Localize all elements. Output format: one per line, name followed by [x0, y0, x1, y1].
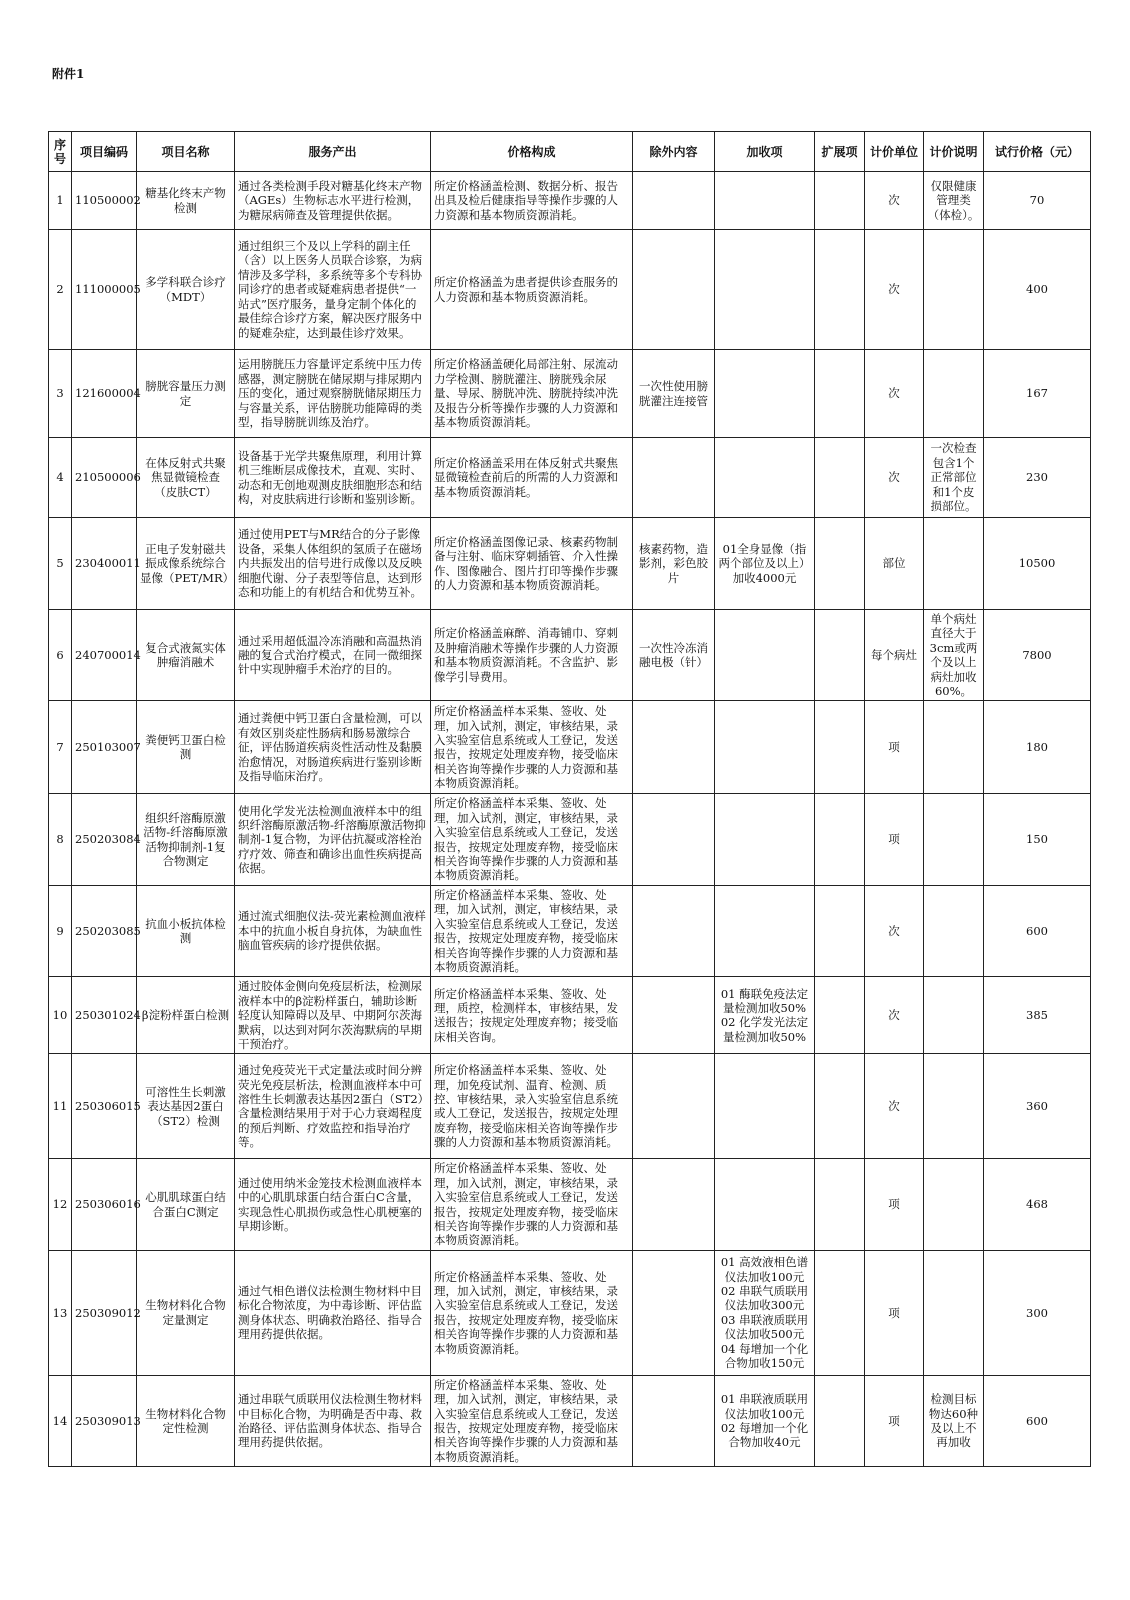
cell-surcharge	[715, 230, 815, 350]
cell-note	[924, 230, 984, 350]
surcharge-item: 01 串联液质联用仪法加收100元	[720, 1392, 809, 1421]
cell-surcharge	[715, 350, 815, 438]
cell-composition-text: 所定价格涵盖样本采集、签收、处理，加入试剂，测定，审核结果，录入实验室信息系统或人工登记，发送报告，按规定处理废弃物，接受临床相关咨询等操作步骤的人力资源和基本物质资源消耗。	[434, 1161, 618, 1248]
cell-output	[235, 885, 431, 976]
table-row	[49, 1054, 1091, 1159]
header-extension: 扩展项	[815, 132, 865, 172]
cell-unit-text: 次	[888, 386, 900, 401]
cell-seq	[49, 885, 72, 976]
cell-seq-text: 12	[52, 1197, 68, 1212]
cell-composition-text: 所定价格涵盖样本采集、签收、处理，加免疫试剂、温育、检测、质控、审核结果，录入实验室信息系统或人工登记，发送报告，按规定处理废弃物，接受临床相关咨询等操作步骤的人力资源和基本物质资源消耗。	[434, 1063, 618, 1150]
cell-unit-text: 次	[888, 1099, 900, 1114]
cell-composition	[431, 1375, 633, 1466]
cell-note	[924, 172, 984, 230]
cell-name-text: 抗血小板抗体检测	[145, 916, 226, 946]
cell-unit-text: 项	[888, 1197, 900, 1212]
cell-unit	[865, 977, 924, 1054]
cell-price	[984, 885, 1091, 976]
cell-output	[235, 230, 431, 350]
cell-unit	[865, 1159, 924, 1250]
cell-note	[924, 1375, 984, 1466]
cell-unit	[865, 1375, 924, 1466]
cell-seq	[49, 1159, 72, 1250]
cell-composition-text: 所定价格涵盖样本采集、签收、处理，加入试剂，测定，审核结果，录入实验室信息系统或人工登记，发送报告，按规定处理废弃物，接受临床相关咨询等操作步骤的人力资源和基本物质资源消耗。	[434, 887, 618, 974]
cell-output-text: 通过胶体金侧向免疫层析法，检测尿液样本中的β淀粉样蛋白，辅助诊断轻度认知障碍以及早、中期阿尔茨海默病，以达到对阿尔茨海默病的早期干预治疗。	[238, 979, 422, 1051]
cell-composition-text: 所定价格涵盖样本采集、签收、处理，加入试剂，测定，审核结果，录入实验室信息系统或人工登记，发送报告，按规定处理废弃物，接受临床相关咨询等操作步骤的人力资源和基本物质资源消耗。	[434, 796, 618, 883]
cell-seq-text: 5	[56, 556, 64, 571]
cell-code-text: 250203084	[75, 832, 141, 847]
cell-name	[137, 350, 235, 438]
cell-unit	[865, 1250, 924, 1375]
cell-code	[72, 1250, 141, 1375]
cell-exclusion	[633, 172, 715, 230]
cell-price-text: 167	[1026, 386, 1048, 401]
cell-exclusion	[633, 885, 715, 976]
cell-unit-text: 项	[888, 832, 900, 847]
cell-code-text: 110500002	[75, 193, 141, 208]
cell-seq-text: 2	[56, 282, 64, 297]
cell-output-text: 运用膀胱压力容量评定系统中压力传感器，测定膀胱在储尿期与排尿期内压的变化，通过观察膀胱储尿期压力与容量关系，评估膀胱功能障碍的类型，指导膀胱训练及治疗。	[238, 357, 422, 430]
cell-name	[137, 701, 235, 794]
cell-name	[137, 977, 235, 1054]
cell-name-text: 粪便钙卫蛋白检测	[145, 733, 226, 762]
header-price: 试行价格（元）	[984, 132, 1091, 172]
cell-output-text: 通过采用超低温冷冻消融和高温热消融的复合式治疗模式，在同一微细探针中实现肿瘤手术治疗的目的。	[238, 633, 422, 677]
cell-price-text: 300	[1026, 1305, 1048, 1320]
table-row	[49, 438, 1091, 518]
surcharge-item: 04 每增加一个化合物加收150元	[720, 1341, 809, 1370]
attachment-label: 附件1	[52, 67, 85, 81]
cell-exclusion	[633, 1250, 715, 1375]
cell-surcharge	[715, 701, 815, 794]
table-row	[49, 1375, 1091, 1466]
cell-seq	[49, 350, 72, 438]
cell-note	[924, 350, 984, 438]
cell-note	[924, 701, 984, 794]
cell-composition	[431, 1159, 633, 1250]
cell-extension	[815, 701, 865, 794]
cell-name-text: β淀粉样蛋白检测	[141, 1008, 230, 1023]
cell-price-text: 150	[1026, 832, 1048, 847]
cell-seq	[49, 1250, 72, 1375]
cell-price	[984, 1054, 1091, 1159]
cell-seq	[49, 230, 72, 350]
cell-price-text: 7800	[1022, 648, 1052, 663]
cell-output	[235, 1250, 431, 1375]
cell-extension	[815, 350, 865, 438]
cell-price	[984, 794, 1091, 885]
cell-output-text: 通过使用PET与MR结合的分子影像设备，采集人体组织的氢质子在磁场内共振发出的信号进行成像以及反映细胞代谢、分子表型等信息，达到形态和功能上的有机结合和优势互补。	[238, 527, 422, 600]
cell-seq-text: 4	[56, 470, 64, 485]
cell-extension	[815, 1375, 865, 1466]
cell-code-text: 250103007	[75, 740, 141, 755]
cell-code-text: 250309012	[75, 1305, 141, 1320]
cell-seq	[49, 610, 72, 701]
cell-name	[137, 1375, 235, 1466]
table-row	[49, 172, 1091, 230]
cell-output	[235, 518, 431, 610]
cell-output	[235, 438, 431, 518]
cell-price	[984, 1375, 1091, 1466]
cell-name-text: 正电子发射磁共振成像系统综合显像（PET/MR）	[140, 541, 235, 585]
cell-seq-text: 3	[56, 386, 64, 401]
surcharge-item: 02 化学发光法定量检测加收50%	[720, 1015, 809, 1044]
cell-seq-text: 9	[56, 923, 64, 938]
cell-exclusion	[633, 701, 715, 794]
cell-name-text: 可溶性生长刺激表达基因2蛋白（ST2）检测	[145, 1084, 226, 1128]
cell-unit-text: 项	[888, 740, 900, 755]
cell-name-text: 多学科联合诊疗（MDT）	[145, 275, 226, 304]
cell-composition	[431, 610, 633, 701]
table-body	[49, 172, 1091, 1467]
cell-code	[72, 230, 141, 350]
cell-code	[72, 438, 141, 518]
cell-extension	[815, 1054, 865, 1159]
header-name: 项目名称	[137, 132, 235, 172]
cell-unit	[865, 885, 924, 976]
cell-surcharge	[715, 610, 815, 701]
cell-seq	[49, 794, 72, 885]
cell-code-text: 230400011	[75, 556, 141, 571]
cell-name-text: 心肌肌球蛋白结合蛋白C测定	[145, 1190, 226, 1219]
table-row	[49, 518, 1091, 610]
cell-name-text: 膀胱容量压力测定	[145, 379, 226, 408]
cell-surcharge	[715, 518, 815, 610]
cell-note	[924, 977, 984, 1054]
cell-seq-text: 7	[56, 740, 64, 755]
cell-note	[924, 1250, 984, 1375]
header-seq: 序号	[49, 132, 72, 172]
cell-note	[924, 610, 984, 701]
cell-seq	[49, 518, 72, 610]
cell-name	[137, 518, 235, 610]
cell-code-text: 250203085	[75, 923, 141, 938]
cell-name-text: 复合式液氮实体肿瘤消融术	[145, 640, 226, 670]
cell-extension	[815, 438, 865, 518]
table-row	[49, 230, 1091, 350]
pricing-table	[48, 131, 1091, 1467]
cell-unit-text: 项	[888, 1305, 900, 1320]
cell-exclusion	[633, 518, 715, 610]
cell-seq-text: 6	[56, 648, 64, 663]
cell-composition-text: 所定价格涵盖硬化局部注射、尿流动力学检测、膀胱灌注、膀胱残余尿量、导尿、膀胱冲洗、膀胱持续冲洗及报告分析等操作步骤的人力资源和基本物质资源消耗。	[434, 357, 618, 430]
cell-note-text: 检测目标物达60种及以上不再加收	[928, 1392, 979, 1450]
header-code: 项目编码	[72, 132, 137, 172]
cell-price-text: 230	[1026, 470, 1048, 485]
cell-name	[137, 1159, 235, 1250]
cell-note	[924, 1159, 984, 1250]
cell-name-text: 生物材料化合物定性检测	[145, 1406, 226, 1435]
cell-name	[137, 610, 235, 701]
cell-output	[235, 610, 431, 701]
surcharge-item: 01 高效液相色谱仪法加收100元	[720, 1255, 809, 1284]
cell-price-text: 600	[1026, 1413, 1048, 1428]
cell-surcharge	[715, 1250, 815, 1375]
cell-code-text: 121600004	[75, 386, 141, 401]
cell-code	[72, 518, 141, 610]
cell-name	[137, 1250, 235, 1375]
cell-note	[924, 794, 984, 885]
cell-price-text: 600	[1026, 923, 1048, 938]
cell-note-text: 仅限健康管理类（体检）。	[927, 178, 980, 222]
cell-unit-text: 部位	[882, 556, 906, 571]
cell-price	[984, 350, 1091, 438]
cell-output-text: 通过免疫荧光干式定量法或时间分辨荧光免疫层析法，检测血液样本中可溶性生长刺激表达基因2蛋白（ST2）含量检测结果用于对于心力衰竭程度的预后判断、疗效监控和指导治疗等。	[238, 1063, 424, 1150]
cell-composition-text: 所定价格涵盖为患者提供诊查服务的人力资源和基本物质资源消耗。	[434, 275, 618, 304]
cell-code	[72, 885, 141, 976]
cell-composition-text: 所定价格涵盖采用在体反射式共聚焦显微镜检查前后的所需的人力资源和基本物质资源消耗。	[434, 455, 618, 499]
cell-note	[924, 518, 984, 610]
cell-composition	[431, 518, 633, 610]
cell-price-text: 400	[1026, 282, 1048, 297]
cell-exclusion	[633, 1054, 715, 1159]
cell-exclusion	[633, 794, 715, 885]
cell-unit	[865, 701, 924, 794]
cell-name-text: 糖基化终末产物检测	[145, 186, 226, 215]
cell-composition	[431, 885, 633, 976]
cell-composition	[431, 1054, 633, 1159]
cell-name	[137, 885, 235, 976]
cell-unit	[865, 1054, 924, 1159]
cell-price	[984, 701, 1091, 794]
cell-price-text: 10500	[1018, 556, 1056, 571]
table-row	[49, 1250, 1091, 1375]
cell-output-text: 通过气相色谱仪法检测生物材料中目标化合物浓度，为中毒诊断、评估监测身体状态、明确救治路径、指导合理用药提供依据。	[238, 1283, 422, 1342]
cell-price	[984, 518, 1091, 610]
cell-composition	[431, 701, 633, 794]
cell-unit	[865, 794, 924, 885]
cell-extension	[815, 1250, 865, 1375]
cell-name-text: 生物材料化合物定量测定	[145, 1298, 226, 1327]
cell-unit-text: 次	[888, 193, 900, 208]
cell-composition	[431, 794, 633, 885]
table-row	[49, 794, 1091, 885]
table-header-row	[49, 132, 1091, 172]
cell-price	[984, 1250, 1091, 1375]
cell-composition	[431, 1250, 633, 1375]
cell-surcharge	[715, 885, 815, 976]
table-row	[49, 1159, 1091, 1250]
cell-composition	[431, 172, 633, 230]
cell-price-text: 360	[1026, 1099, 1048, 1114]
header-surcharge: 加收项	[715, 132, 815, 172]
surcharge-item: 01 酶联免疫法定量检测加收50%	[720, 986, 809, 1015]
cell-output-text: 通过串联气质联用仪法检测生物材料中目标化合物，为明确是否中毒、救治路径、评估监测身体状态、指导合理用药提供依据。	[238, 1392, 422, 1450]
cell-extension	[815, 518, 865, 610]
cell-extension	[815, 977, 865, 1054]
cell-name	[137, 1054, 235, 1159]
cell-composition	[431, 438, 633, 518]
cell-price-text: 180	[1026, 740, 1048, 755]
cell-unit-text: 次	[888, 282, 900, 297]
cell-price	[984, 230, 1091, 350]
cell-unit	[865, 172, 924, 230]
cell-exclusion-text: 核素药物，造影剂，彩色胶片	[639, 541, 708, 585]
cell-name	[137, 794, 235, 885]
cell-unit-text: 每个病灶	[871, 648, 917, 663]
cell-exclusion	[633, 977, 715, 1054]
cell-exclusion	[633, 438, 715, 518]
cell-seq-text: 13	[52, 1305, 68, 1320]
cell-code-text: 210500006	[75, 470, 141, 485]
surcharge-item: 02 每增加一个化合物加收40元	[720, 1421, 809, 1450]
cell-code	[72, 701, 141, 794]
cell-unit-text: 次	[888, 1008, 900, 1023]
cell-unit	[865, 610, 924, 701]
cell-note	[924, 438, 984, 518]
cell-price-text: 385	[1026, 1008, 1048, 1023]
cell-unit-text: 次	[888, 923, 900, 938]
cell-surcharge	[715, 1375, 815, 1466]
cell-composition-text: 所定价格涵盖样本采集、签收、处理，加入试剂，测定，审核结果，录入实验室信息系统或人工登记，发送报告，按规定处理废弃物，接受临床相关咨询等操作步骤的人力资源和基本物质资源消耗。	[434, 704, 618, 791]
cell-unit	[865, 518, 924, 610]
table-row	[49, 977, 1091, 1054]
cell-name-text: 组织纤溶酶原激活物-纤溶酶原激活物抑制剂-1复合物测定	[143, 810, 228, 869]
cell-price	[984, 610, 1091, 701]
cell-seq-text: 11	[52, 1099, 68, 1114]
cell-exclusion	[633, 350, 715, 438]
cell-surcharge	[715, 172, 815, 230]
cell-seq	[49, 701, 72, 794]
cell-price-text: 70	[1029, 193, 1045, 208]
cell-output	[235, 1375, 431, 1466]
cell-price-text: 468	[1026, 1197, 1048, 1212]
header-unit: 计价单位	[865, 132, 924, 172]
table-row	[49, 885, 1091, 976]
cell-code-text: 240700014	[75, 648, 141, 663]
cell-output	[235, 172, 431, 230]
cell-extension	[815, 1159, 865, 1250]
table-row	[49, 610, 1091, 701]
cell-surcharge	[715, 794, 815, 885]
cell-seq-text: 8	[56, 832, 64, 847]
cell-unit	[865, 230, 924, 350]
cell-code-text: 111000005	[75, 282, 141, 297]
cell-note-text: 一次检查包含1个正常部位和1个皮损部位。	[930, 441, 977, 514]
cell-output-text: 使用化学发光法检测血液样本中的组织纤溶酶原激活物-纤溶酶原激活物抑制剂-1复合物，为评估抗凝或溶栓治疗疗效、筛查和确诊出血性疾病提高依据。	[238, 803, 426, 876]
table-row	[49, 350, 1091, 438]
cell-composition	[431, 350, 633, 438]
cell-output	[235, 1159, 431, 1250]
cell-output-text: 设备基于光学共聚焦原理，利用计算机三维断层成像技术，直观、实时、动态和无创地观测皮肤细胞形态和结构，对皮肤病进行诊断和鉴别诊断。	[238, 448, 422, 506]
cell-price	[984, 172, 1091, 230]
surcharge-item: 03 串联液质联用仪法加收500元	[720, 1312, 809, 1342]
cell-output-text: 通过流式细胞仪法-荧光素检测血液样本中的抗血小板自身抗体，为缺血性脑血管疾病的诊疗提供依据。	[238, 909, 426, 953]
cell-name	[137, 438, 235, 518]
cell-name	[137, 230, 235, 350]
cell-composition-text: 所定价格涵盖样本采集、签收、处理，质控，检测样本，审核结果，发送报告；按规定处理废弃物；接受临床相关咨询。	[434, 986, 618, 1044]
cell-name-text: 在体反射式共聚焦显微镜检查（皮肤CT）	[145, 455, 226, 499]
cell-unit	[865, 438, 924, 518]
cell-exclusion	[633, 610, 715, 701]
cell-composition-text: 所定价格涵盖样本采集、签收、处理，加入试剂，测定，审核结果，录入实验室信息系统或人工登记，发送报告，按规定处理废弃物，接受临床相关咨询等操作步骤的人力资源和基本物质资源消耗。	[434, 1377, 618, 1464]
cell-composition-text: 所定价格涵盖图像记录、核素药物制备与注射、临床穿刺插管、介入性操作、图像融合、图片打印等操作步骤的人力资源和基本物质资源消耗。	[434, 534, 618, 592]
cell-code	[72, 1375, 141, 1466]
cell-exclusion-text: 一次性冷冻消融电极（针）	[639, 640, 708, 670]
header-note: 计价说明	[924, 132, 984, 172]
cell-name	[137, 172, 235, 230]
header-exclusion: 除外内容	[633, 132, 715, 172]
cell-seq	[49, 1054, 72, 1159]
cell-output	[235, 794, 431, 885]
cell-code	[72, 172, 141, 230]
cell-output	[235, 1054, 431, 1159]
cell-exclusion	[633, 230, 715, 350]
cell-code-text: 250306016	[75, 1197, 141, 1212]
cell-seq	[49, 438, 72, 518]
cell-composition-text: 所定价格涵盖样本采集、签收、处理，加入试剂，测定，审核结果，录入实验室信息系统或人工登记，发送报告，按规定处理废弃物，接受临床相关咨询等操作步骤的人力资源和基本物质资源消耗。	[434, 1269, 618, 1356]
surcharge-item: 02 串联气质联用仪法加收300元	[720, 1283, 809, 1313]
cell-note-text: 单个病灶直径大于3cm或两个及以上病灶加收60%。	[929, 612, 978, 699]
header-output: 服务产出	[235, 132, 431, 172]
cell-extension	[815, 172, 865, 230]
cell-output-text: 通过组织三个及以上学科的副主任（含）以上医务人员联合诊察，为病情涉及多学科，多系统等多个专科协同诊疗的患者或疑难病患者提供“一站式”医疗服务，量身定制个体化的最佳综合诊疗方案，解决医疗服务中的疑难杂症，达到最佳诊疗效果。	[238, 239, 422, 340]
cell-output-text: 通过粪便中钙卫蛋白含量检测，可以有效区别炎症性肠病和肠易激综合征，评估肠道疾病炎性活动性及黏膜治愈情况，对肠道疾病进行鉴别诊断及指导临床治疗。	[238, 711, 422, 784]
cell-code	[72, 1159, 141, 1250]
cell-unit-text: 项	[888, 1413, 900, 1428]
cell-surcharge	[715, 1159, 815, 1250]
cell-extension	[815, 794, 865, 885]
cell-composition	[431, 230, 633, 350]
table-row	[49, 701, 1091, 794]
cell-composition-text: 所定价格涵盖麻醉、消毒铺巾、穿刺及肿瘤消融术等操作步骤的人力资源和基本物质资源消耗。不含监护、影像学引导费用。	[434, 626, 618, 684]
cell-note	[924, 1054, 984, 1159]
cell-seq	[49, 977, 72, 1054]
cell-price	[984, 1159, 1091, 1250]
cell-unit-text: 次	[888, 470, 900, 485]
cell-unit	[865, 350, 924, 438]
cell-price	[984, 438, 1091, 518]
cell-exclusion	[633, 1375, 715, 1466]
cell-seq	[49, 1375, 72, 1466]
cell-seq	[49, 172, 72, 230]
cell-output	[235, 701, 431, 794]
header-composition: 价格构成	[431, 132, 633, 172]
cell-code	[72, 1054, 141, 1159]
cell-code	[72, 610, 141, 701]
cell-code	[72, 350, 141, 438]
cell-code	[72, 977, 141, 1054]
cell-exclusion-text: 一次性使用膀胱灌注连接管	[639, 379, 708, 408]
cell-seq-text: 14	[52, 1413, 68, 1428]
cell-code	[72, 794, 141, 885]
cell-seq-text: 10	[52, 1008, 68, 1023]
cell-extension	[815, 885, 865, 976]
cell-composition-text: 所定价格涵盖检测、数据分析、报告出具及检后健康指导等操作步骤的人力资源和基本物质资源消耗。	[434, 178, 618, 222]
cell-code-text: 250306015	[75, 1099, 141, 1114]
cell-extension	[815, 230, 865, 350]
cell-output	[235, 350, 431, 438]
cell-extension	[815, 610, 865, 701]
surcharge-item: 01全身显像（指两个部位及以上）加收4000元	[718, 541, 811, 585]
cell-output-text: 通过使用纳米金笼技术检测血液样本中的心肌肌球蛋白结合蛋白C含量，实现急性心肌损伤或急性心肌梗塞的早期诊断。	[238, 1175, 422, 1233]
cell-output-text: 通过各类检测手段对糖基化终末产物（AGEs）生物标志水平进行检测，为糖尿病筛查及管理提供依据。	[238, 178, 422, 222]
cell-price	[984, 977, 1091, 1054]
cell-output	[235, 977, 431, 1054]
cell-surcharge	[715, 977, 815, 1054]
cell-seq-text: 1	[56, 193, 64, 208]
cell-composition	[431, 977, 633, 1054]
cell-surcharge	[715, 438, 815, 518]
cell-note	[924, 885, 984, 976]
cell-exclusion	[633, 1159, 715, 1250]
cell-code-text: 250309013	[75, 1413, 141, 1428]
cell-code-text: 250301024	[75, 1008, 141, 1023]
cell-surcharge	[715, 1054, 815, 1159]
